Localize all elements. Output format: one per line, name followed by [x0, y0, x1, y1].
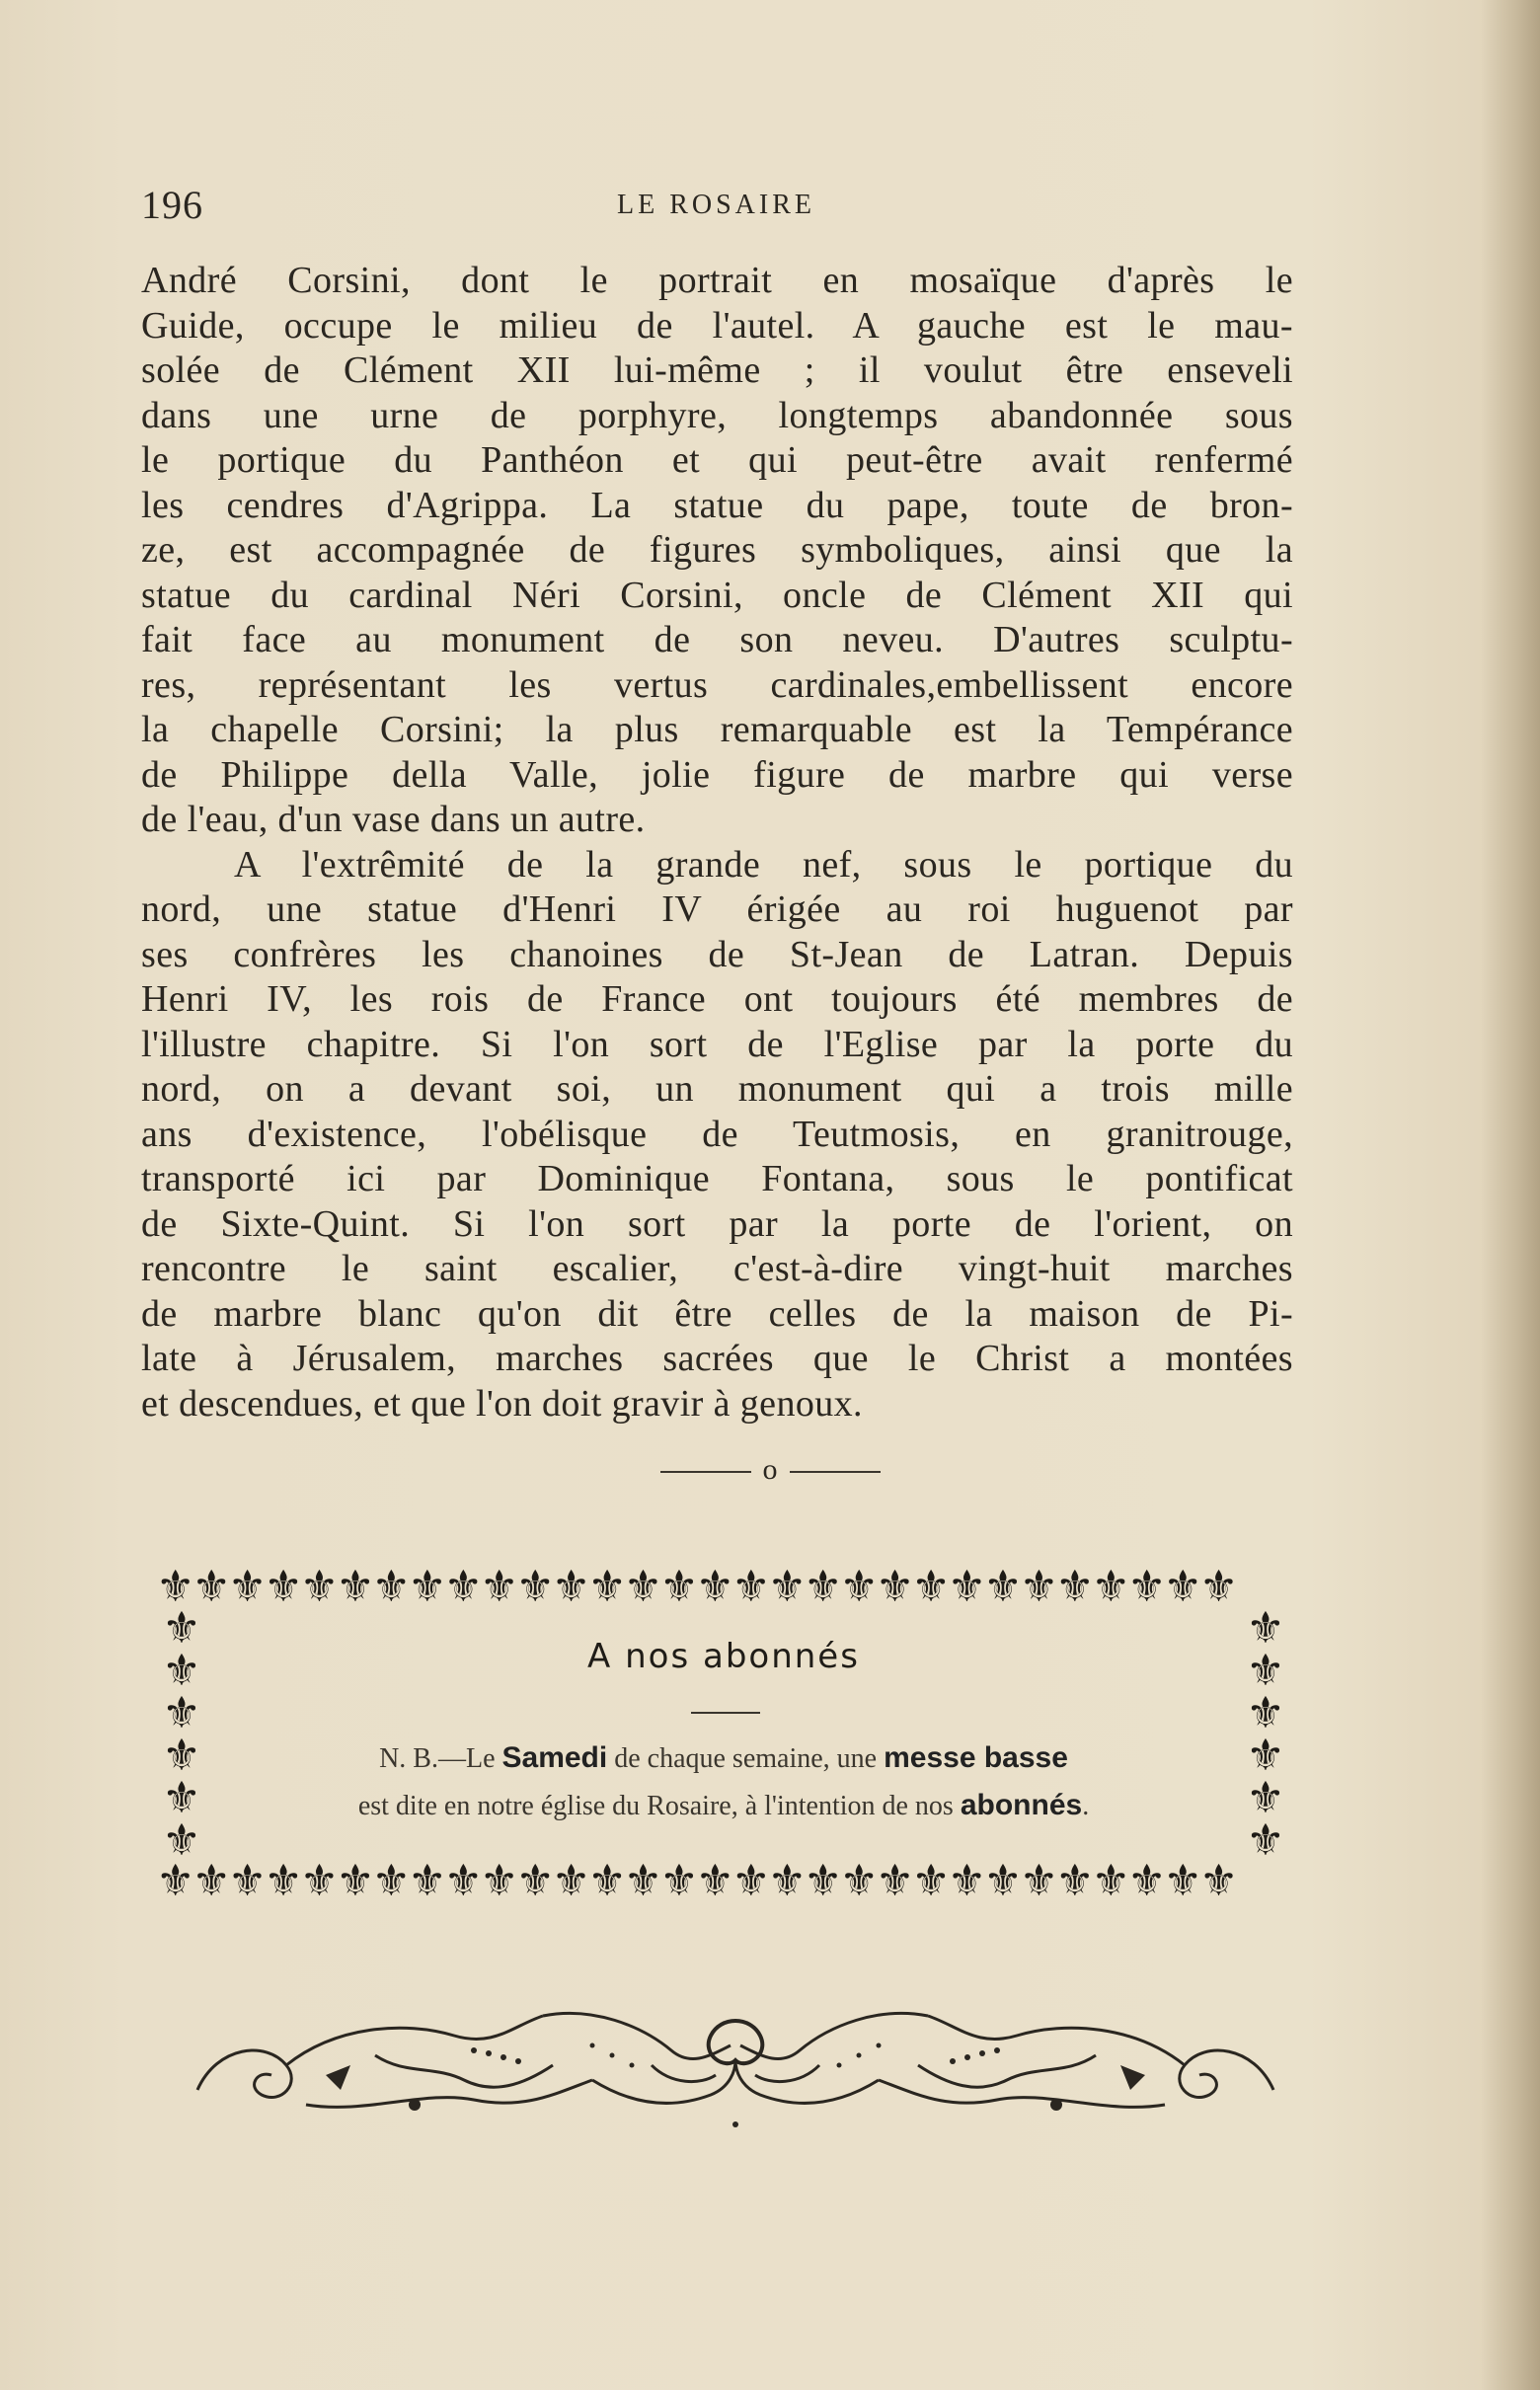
notice-line-1: [215, 1741, 1232, 1775]
text-line: solée de Clément XII lui-même ; il voulut être enseveli: [141, 349, 1293, 391]
text-line: ans d'existence, l'obélisque de Teutmosis, en granitrouge,: [141, 1113, 1293, 1155]
notice-title: A nos abonnés: [587, 1637, 860, 1676]
text-line: dans une urne de porphyre, longtemps abandonnée sous: [141, 394, 1293, 436]
notice-bold-text: abonnés: [960, 1789, 1083, 1821]
running-title: LE ROSAIRE: [617, 190, 815, 220]
text-line: Henri IV, les rois de France ont toujours été membres de: [141, 978, 1293, 1020]
separator-rule: [660, 1471, 751, 1473]
text-line: nord, une statue d'Henri IV érigée au roi huguenot par: [141, 888, 1293, 930]
text-line: l'illustre chapitre. Si l'on sort de l'Eglise par la porte du: [141, 1023, 1293, 1065]
separator-rule: [790, 1471, 881, 1473]
text-line: nord, on a devant soi, un monument qui a trois mille: [141, 1068, 1293, 1110]
notice-rule: [691, 1712, 760, 1714]
notice-text: .: [1082, 1791, 1090, 1821]
paragraph: [141, 259, 1293, 843]
separator-symbol: o: [762, 1453, 778, 1486]
text-line: André Corsini, dont le portrait en mosaïque d'après le: [141, 260, 1293, 301]
text-line: de marbre blanc qu'on dit être celles de la maison de Pi-: [141, 1292, 1293, 1335]
notice-text: N. B.—Le: [379, 1743, 502, 1774]
fleur-de-lis-border-top: ⚜⚜⚜⚜⚜⚜⚜⚜⚜⚜⚜⚜⚜⚜⚜⚜⚜⚜⚜⚜⚜⚜⚜⚜⚜⚜⚜⚜⚜⚜: [156, 1562, 1236, 1612]
text-line: de Philippe della Valle, jolie figure de marbre qui verse: [141, 753, 1293, 796]
text-line: statue du cardinal Néri Corsini, oncle de Clément XII qui: [141, 574, 1293, 616]
fleur-de-lis-border-bottom: ⚜⚜⚜⚜⚜⚜⚜⚜⚜⚜⚜⚜⚜⚜⚜⚜⚜⚜⚜⚜⚜⚜⚜⚜⚜⚜⚜⚜⚜⚜: [156, 1856, 1236, 1906]
text-line: les cendres d'Agrippa. La statue du pape, toute de bron-: [141, 484, 1293, 526]
text-line: fait face au monument de son neveu. D'autres sculptu-: [141, 619, 1293, 660]
notice-line-2: [215, 1789, 1232, 1822]
section-separator: [0, 1453, 1540, 1487]
text-line: late à Jérusalem, marches sacrées que le Christ a montées: [141, 1338, 1293, 1379]
notice-text: de chaque semaine, une: [607, 1743, 885, 1774]
fleur-de-lis-border-left: ⚜ ⚜ ⚜ ⚜ ⚜ ⚜: [162, 1607, 201, 1864]
text-line: ze, est accompagnée de figures symboliques, ainsi que la: [141, 529, 1293, 571]
text-line: le portique du Panthéon et qui peut-être avait renfermé: [141, 439, 1293, 481]
fleur-de-lis-border-right: ⚜ ⚜ ⚜ ⚜ ⚜ ⚜: [1246, 1607, 1285, 1864]
floral-tailpiece-icon: [178, 1996, 1293, 2144]
subscriber-notice-box: [156, 1562, 1291, 1907]
body-text: [141, 259, 1293, 1426]
text-line: rencontre le saint escalier, c'est-à-dire vingt-huit marches: [141, 1248, 1293, 1289]
text-line: Guide, occupe le milieu de l'autel. A gauche est le mau-: [141, 304, 1293, 347]
page-number: 196: [141, 183, 203, 227]
text-line: et descendues, et que l'on doit gravir à genoux.: [141, 1382, 863, 1425]
text-line: res, représentant les vertus cardinales,embellissent encore: [141, 663, 1293, 706]
notice-bold-text: Samedi: [501, 1741, 608, 1774]
page-edge-shadow: [1481, 0, 1540, 2390]
text-line: transporté ici par Dominique Fontana, sous le pontificat: [141, 1158, 1293, 1199]
text-line: de l'eau, d'un vase dans un autre.: [141, 799, 646, 840]
text-line: la chapelle Corsini; la plus remarquable est la Tempérance: [141, 709, 1293, 750]
text-line: de Sixte-Quint. Si l'on sort par la porte de l'orient, on: [141, 1202, 1293, 1245]
paragraph: [141, 843, 1293, 1427]
notice-bold-text: messe basse: [884, 1741, 1068, 1774]
text-line: ses confrères les chanoines de St-Jean de Latran. Depuis: [141, 933, 1293, 975]
notice-text: est dite en notre église du Rosaire, à l'intention de nos: [357, 1791, 961, 1821]
text-line: A l'extrêmité de la grande nef, sous le portique du: [234, 843, 1293, 886]
page-header: [141, 182, 1291, 231]
